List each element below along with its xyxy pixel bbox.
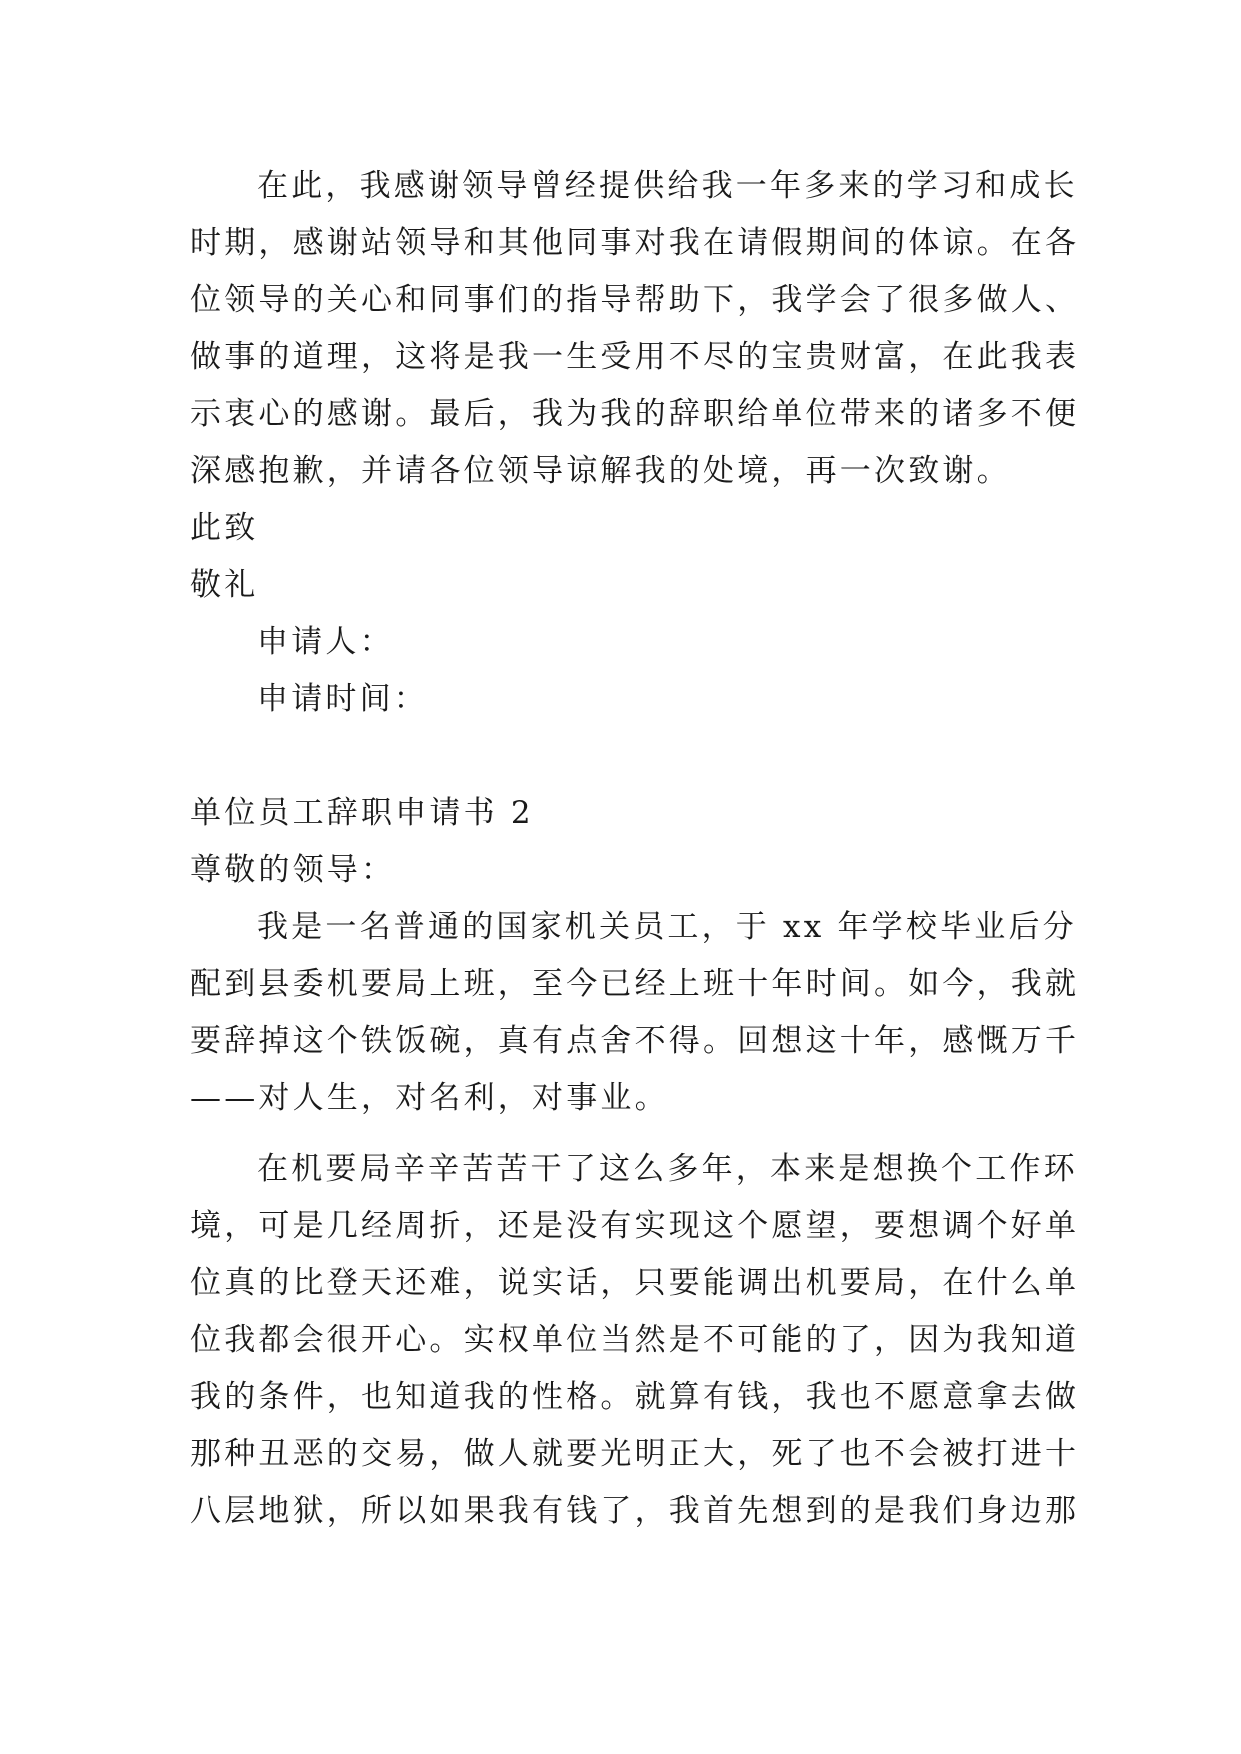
paragraph-line: 要辞掉这个铁饭碗，真有点舍不得。回想这十年，感慨万千 [190, 1023, 1080, 1059]
paragraph-line: 我是一名普通的国家机关员工，于 xx 年学校毕业后分 [257, 909, 1077, 945]
paragraph-line: 境，可是几经周折，还是没有实现这个愿望，要想调个好单 [190, 1208, 1080, 1244]
paragraph-line: 在此，我感谢领导曾经提供给我一年多来的学习和成长 [257, 168, 1078, 204]
paragraph-line: 时期，感谢站领导和其他同事对我在请假期间的体谅。在各 [190, 225, 1080, 261]
paragraph-line: 位真的比登天还难，说实话，只要能调出机要局，在什么单 [190, 1265, 1080, 1301]
closing-regards: 敬礼 [190, 567, 259, 603]
paragraph-line: 配到县委机要局上班，至今已经上班十年时间。如今，我就 [190, 966, 1080, 1002]
paragraph-line: 我的条件，也知道我的性格。就算有钱，我也不愿意拿去做 [190, 1379, 1080, 1415]
paragraph-line: 深感抱歉，并请各位领导谅解我的处境，再一次致谢。 [190, 453, 1011, 489]
section-title: 单位员工辞职申请书 2 [190, 795, 534, 831]
paragraph-line: 八层地狱，所以如果我有钱了，我首先想到的是我们身边那 [190, 1493, 1080, 1529]
application-date-label: 申请时间： [257, 681, 428, 717]
paragraph-line: ——对人生，对名利，对事业。 [190, 1080, 669, 1116]
paragraph-line: 示衷心的感谢。最后，我为我的辞职给单位带来的诸多不便 [190, 396, 1080, 432]
paragraph-line: 在机要局辛辛苦苦干了这么多年，本来是想换个工作环 [257, 1151, 1078, 1187]
closing-salutation: 此致 [190, 510, 259, 546]
paragraph-line: 做事的道理，这将是我一生受用不尽的宝贵财富，在此我表 [190, 339, 1080, 375]
paragraph-line: 那种丑恶的交易，做人就要光明正大，死了也不会被打进十 [190, 1436, 1080, 1472]
paragraph-line: 位我都会很开心。实权单位当然是不可能的了，因为我知道 [190, 1322, 1080, 1358]
paragraph-line: 位领导的关心和同事们的指导帮助下，我学会了很多做人、 [190, 282, 1080, 318]
letter-greeting: 尊敬的领导： [190, 852, 396, 888]
applicant-label: 申请人： [257, 624, 394, 660]
